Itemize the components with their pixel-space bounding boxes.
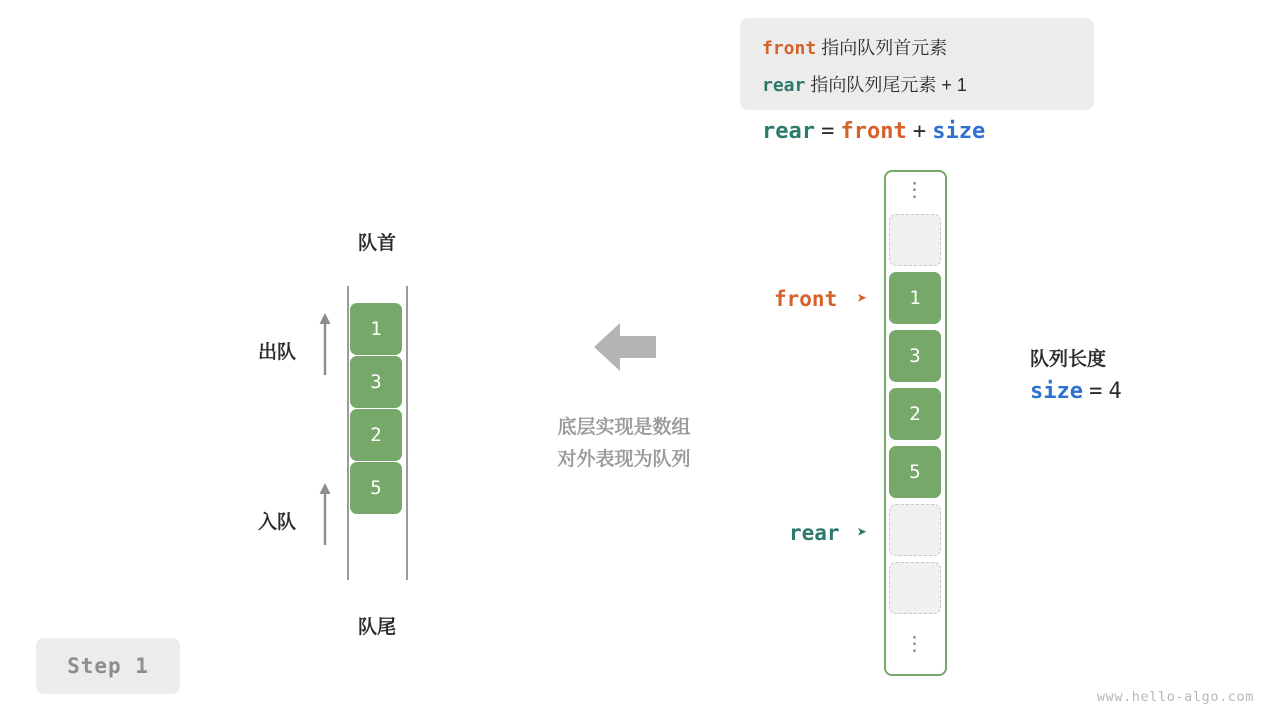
formula-op1: = xyxy=(821,119,835,144)
middle-caption xyxy=(512,412,736,476)
formula-rhs2: size xyxy=(932,119,986,144)
note-rear-keyword: rear xyxy=(762,75,806,96)
array-cell-empty xyxy=(889,504,941,556)
queue-cell: 3 xyxy=(350,356,402,408)
array-cells xyxy=(889,214,942,620)
size-title: 队列长度 xyxy=(1030,349,1107,370)
array-cell-empty xyxy=(889,214,941,266)
array-ellipsis-bottom: ⋮ xyxy=(904,633,927,655)
dequeue-arrow-icon xyxy=(318,313,332,375)
array-cell: 3 xyxy=(889,330,941,382)
size-equals: = xyxy=(1089,379,1103,404)
queue-cell: 1 xyxy=(350,303,402,355)
note-box xyxy=(740,18,1094,110)
note-line-front xyxy=(762,30,1094,67)
array-cell-empty xyxy=(889,562,941,614)
left-arrow-icon xyxy=(594,320,656,374)
size-expression xyxy=(1030,378,1122,404)
rear-pointer-arrow-icon: ➤ xyxy=(857,523,868,543)
step-badge: Step 1 xyxy=(36,638,180,694)
middle-caption-line1: 底层实现是数组 xyxy=(557,417,691,438)
front-pointer-label: front xyxy=(774,287,838,311)
note-rear-text: 指向队列尾元素 + 1 xyxy=(810,75,967,95)
watermark: www.hello-algo.com xyxy=(1096,689,1254,705)
array-cell: 2 xyxy=(889,388,941,440)
size-value: 4 xyxy=(1108,379,1122,404)
dequeue-label: 出队 xyxy=(258,342,297,363)
front-pointer-arrow-icon: ➤ xyxy=(857,289,868,309)
array-cell: 5 xyxy=(889,446,941,498)
formula-op2: + xyxy=(912,119,927,144)
queue-cells xyxy=(350,303,402,515)
size-name: size xyxy=(1030,379,1083,404)
enqueue-label: 入队 xyxy=(258,512,297,533)
enqueue-arrow-icon xyxy=(318,483,332,545)
formula xyxy=(762,118,985,144)
queue-tail-label: 队尾 xyxy=(357,617,396,638)
array-ellipsis-top: ⋮ xyxy=(904,179,927,201)
formula-lhs: rear xyxy=(762,119,815,144)
queue-head-label: 队首 xyxy=(357,233,396,254)
note-front-text: 指向队列首元素 xyxy=(821,38,948,58)
rear-pointer-label: rear xyxy=(789,521,840,545)
note-line-rear xyxy=(762,67,1094,104)
formula-rhs1: front xyxy=(840,119,907,144)
array-cell: 1 xyxy=(889,272,941,324)
queue-cell: 2 xyxy=(350,409,402,461)
queue-rail-left xyxy=(347,286,349,580)
note-front-keyword: front xyxy=(762,38,817,59)
queue-cell: 5 xyxy=(350,462,402,514)
middle-caption-line2: 对外表现为队列 xyxy=(557,449,691,470)
queue-rail-right xyxy=(406,286,408,580)
